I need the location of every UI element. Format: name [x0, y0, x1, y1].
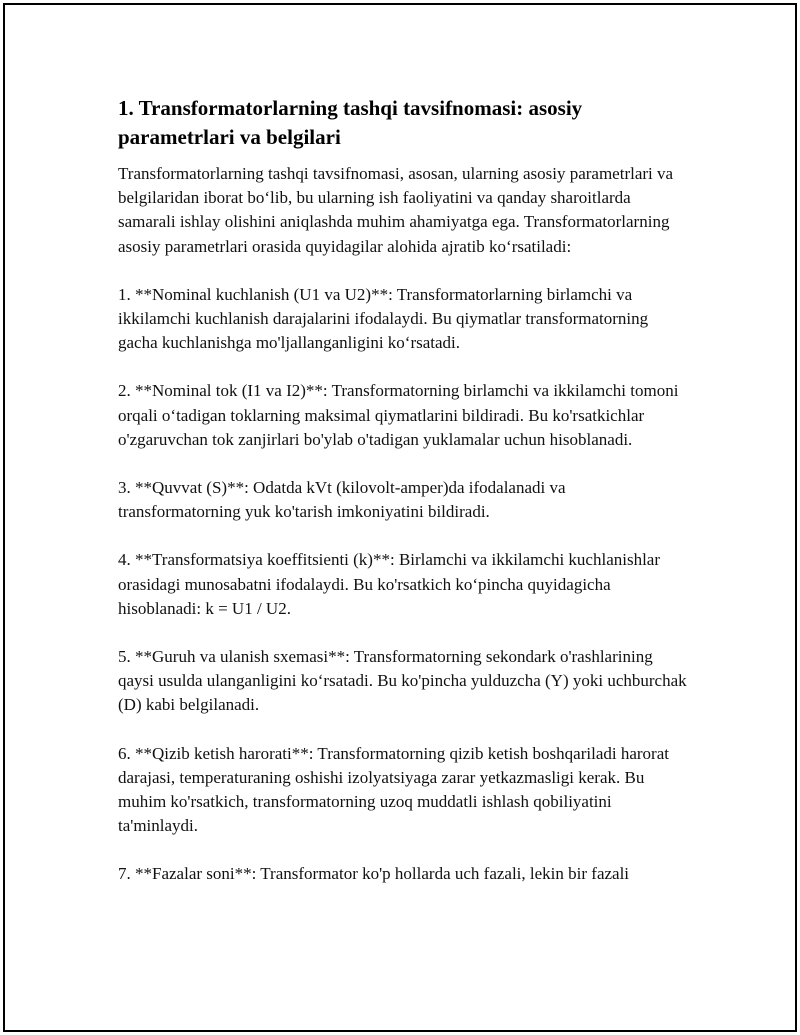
section-heading: 1. Transformatorlarning tashqi tavsifnomasi: asosiy parametrlari va belgilari [118, 96, 583, 149]
list-item-transformation-ratio: 4. **Transformatsiya koeffitsienti (k)**: Birlamchi va ikkilamchi kuchlanishlar orasidagi munosabatni ifodalaydi. Bu ko'rsatkich ko‘pincha quyidagicha hisoblanadi: k = U1 / U2. [118, 550, 661, 618]
list-item-nominal-voltage: 1. **Nominal kuchlanish (U1 va U2)**: Transformatorlarning birlamchi va ikkilamchi kuchlanish darajalarini ifodalaydi. Bu qiymatlar transformatorning gacha kuchlanishga mo'ljallanganligini ko‘rsatadi. [118, 284, 649, 353]
list-item-heating-temperature: 6. **Qizib ketish harorati**: Transformatorning qizib ketish boshqariladi harorat darajasi, temperaturaning oshishi izolyatsiyaga zarar yetkazmasligi kerak. Bu muhim ko'rsatkich, transformatorning uzoq muddatli ishlash qobiliyatini ta'minlaydi. [118, 743, 669, 836]
list-item-power: 3. **Quvvat (S)**: Odatda kVt (kilovolt-amper)da ifodalanadi va transformatorning yuk ko'tarish imkoniyatini bildiradi. [118, 478, 566, 522]
document-body [118, 94, 688, 911]
intro-paragraph: Transformatorlarning tashqi tavsifnomasi, asosan, ularning asosiy parametrlari va belgilaridan iborat bo‘lib, bu ularning ish faoliyatini va qanday sharoitlarda samarali ishlay olishini aniqlashda muhim ahamiyatga ega. Transformatorlarning asosiy parametrlari orasida quyidagilar alohida ajratib ko‘rsatiladi: [118, 164, 674, 256]
list-item-connection-group: 5. **Guruh va ulanish sxemasi**: Transformatorning sekondark o'rashlarining qaysi usulda ulanganligini ko‘rsatadi. Bu ko'pincha yulduzcha (Y) yoki uchburchak (D) kabi belgilanadi. [118, 647, 687, 715]
list-item-nominal-current: 2. **Nominal tok (I1 va I2)**: Transformatorning birlamchi va ikkilamchi tomoni orqali o‘tadigan toklarning maksimal qiymatlarini bildiradi. Bu ko'rsatkichlar o'zgaruvchan tok zanjirlari bo'ylab o'tadigan yuklamalar uchun hisoblanadi. [118, 381, 679, 449]
list-item-phase-count: 7. **Fazalar soni**: Transformator ko'p hollarda uch fazali, lekin bir fazali [118, 864, 630, 884]
